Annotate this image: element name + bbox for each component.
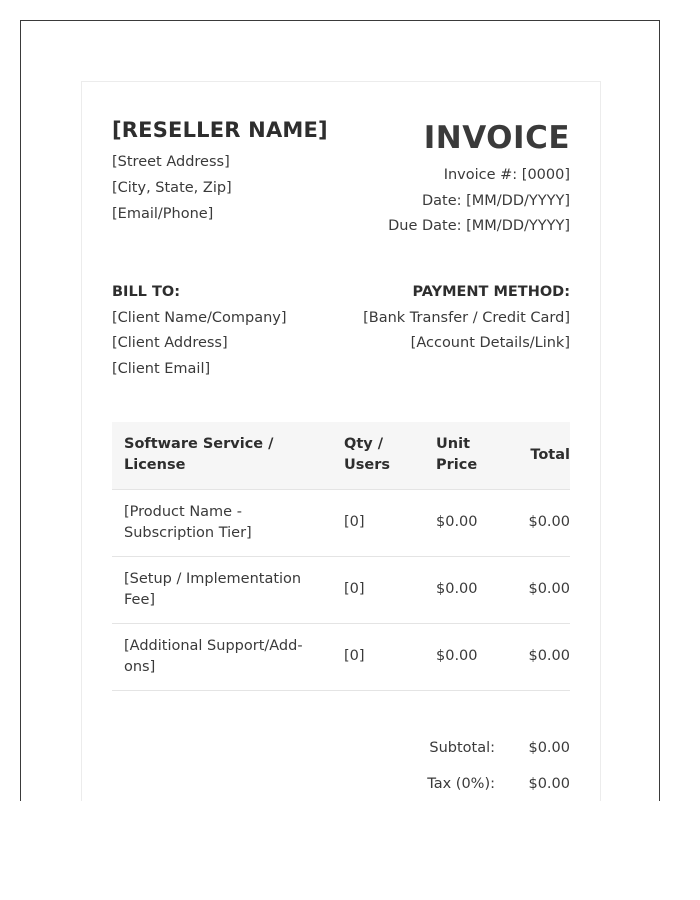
- table-header-row: [112, 422, 570, 489]
- payment-details: [Account Details/Link]: [410, 335, 570, 351]
- header-service: Software Service / License: [112, 422, 332, 489]
- row-qty: [0]: [332, 489, 424, 556]
- reseller-contact: [Email/Phone]: [112, 206, 214, 222]
- payment-method: [Bank Transfer / Credit Card]: [363, 310, 570, 326]
- row-unit-price: $0.00: [424, 556, 508, 623]
- line-items-table: [112, 422, 570, 691]
- client-email: [Client Email]: [112, 361, 211, 377]
- subtotal-value: $0.00: [528, 740, 570, 756]
- row-total: $0.00: [508, 556, 570, 623]
- table-row: [112, 623, 570, 690]
- reseller-city: [City, State, Zip]: [112, 180, 232, 196]
- payment-method-heading: PAYMENT METHOD:: [412, 284, 570, 300]
- invoice-number: Invoice #: [0000]: [443, 167, 570, 183]
- reseller-name: [RESELLER NAME]: [112, 118, 328, 142]
- invoice-title: INVOICE: [423, 120, 570, 156]
- row-item: [Additional Support/Add-ons]: [112, 623, 332, 690]
- tax-label: Tax (0%):: [427, 776, 495, 792]
- reseller-street: [Street Address]: [112, 154, 230, 170]
- row-total: $0.00: [508, 489, 570, 556]
- header-unit-price: Unit Price: [424, 422, 508, 489]
- row-unit-price: $0.00: [424, 623, 508, 690]
- client-name: [Client Name/Company]: [112, 310, 287, 326]
- client-address: [Client Address]: [112, 335, 228, 351]
- subtotal-label: Subtotal:: [429, 740, 495, 756]
- row-qty: [0]: [332, 556, 424, 623]
- header-qty: Qty / Users: [332, 422, 424, 489]
- table-row: [112, 489, 570, 556]
- tax-value: $0.00: [528, 776, 570, 792]
- header-total: Total: [508, 422, 570, 489]
- row-item: [Product Name - Subscription Tier]: [112, 489, 332, 556]
- table-row: [112, 556, 570, 623]
- row-total: $0.00: [508, 623, 570, 690]
- invoice-date: Date: [MM/DD/YYYY]: [421, 193, 570, 209]
- bill-to-heading: BILL TO:: [112, 284, 180, 300]
- row-qty: [0]: [332, 623, 424, 690]
- row-item: [Setup / Implementation Fee]: [112, 556, 332, 623]
- invoice-due-date: Due Date: [MM/DD/YYYY]: [388, 218, 570, 234]
- row-unit-price: $0.00: [424, 489, 508, 556]
